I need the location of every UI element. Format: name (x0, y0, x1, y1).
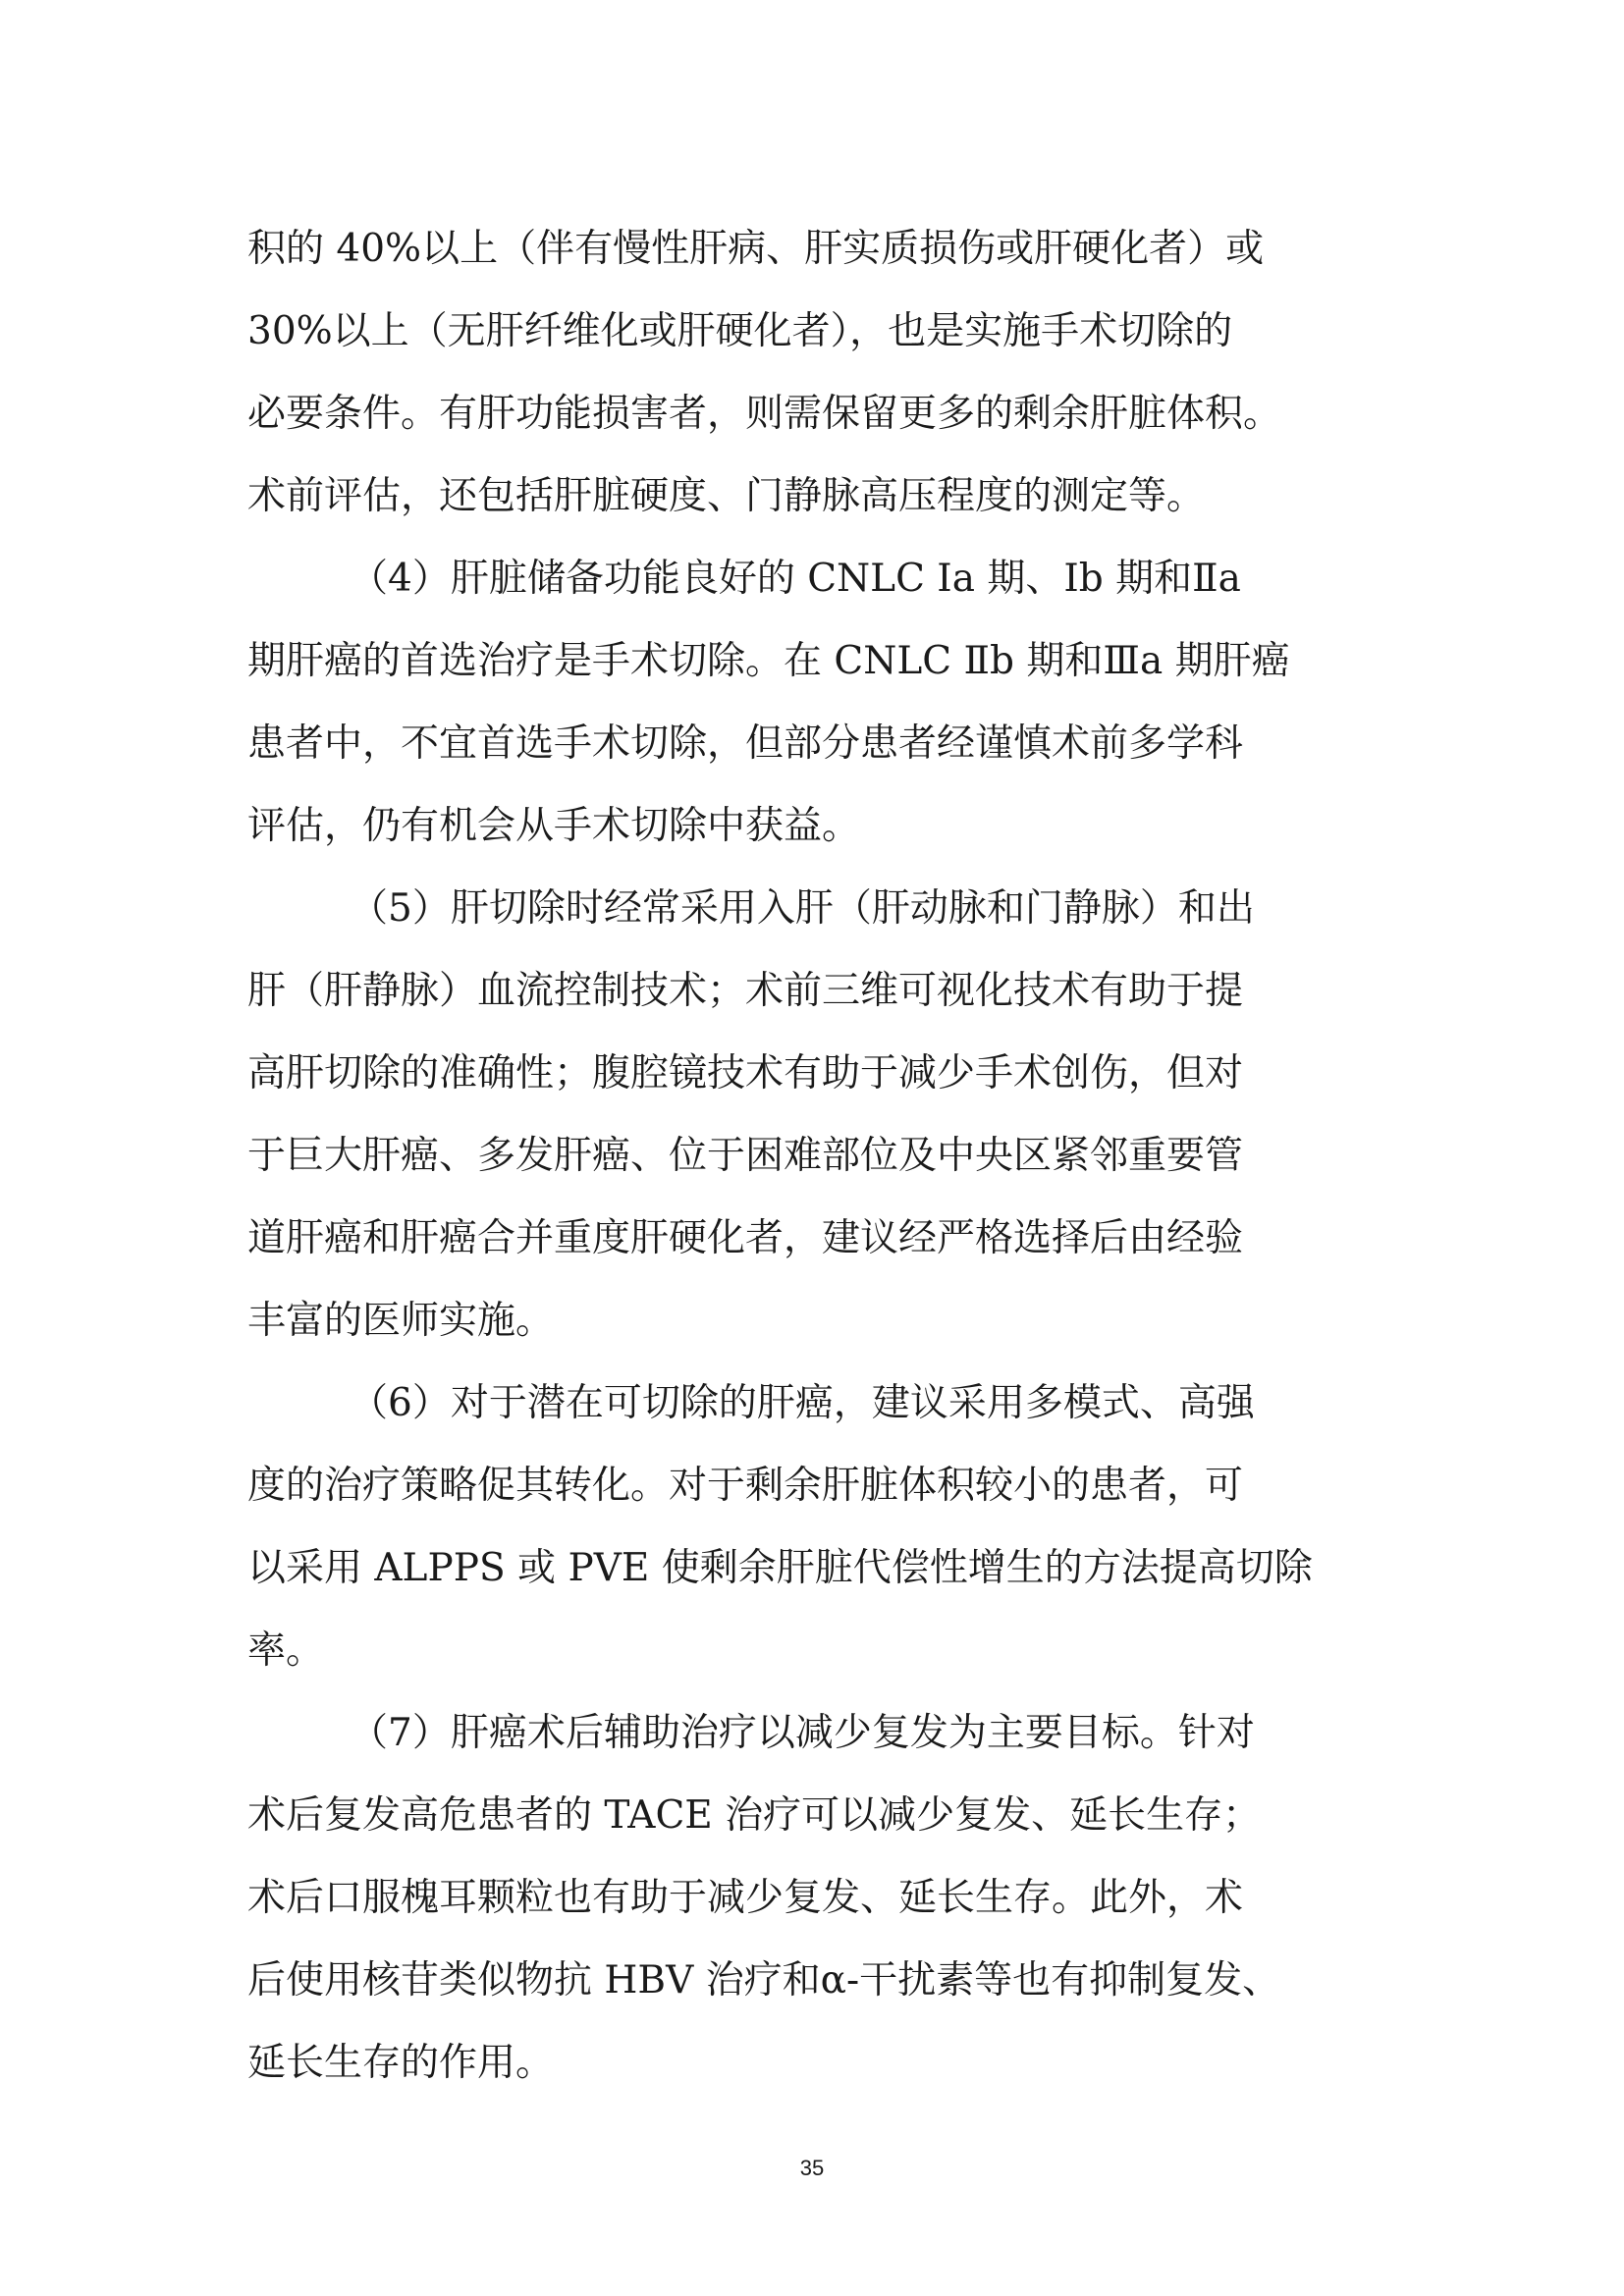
paragraph-line: 术前评估，还包括肝脏硬度、门静脉高压程度的测定等。 (247, 474, 1206, 518)
paragraph-line: 度的治疗策略促其转化。对于剩余肝脏体积较小的患者，可 (247, 1464, 1244, 1508)
paragraph-line: （6）对于潜在可切除的肝癌，建议采用多模式、高强 (350, 1381, 1255, 1425)
paragraph-line: 延长生存的作用。 (247, 2041, 555, 2085)
paragraph-line: 丰富的医师实施。 (247, 1299, 555, 1343)
paragraph-line: 30%以上（无肝纤维化或肝硬化者），也是实施手术切除的 (247, 309, 1233, 353)
paragraph-line: 必要条件。有肝功能损害者，则需保留更多的剩余肝脏体积。 (247, 392, 1282, 436)
paragraph-line: 术后复发高危患者的 TACE 治疗可以减少复发、延长生存； (247, 1793, 1262, 1838)
paragraph-line: 率。 (247, 1629, 325, 1673)
paragraph-line: 积的 40%以上（伴有慢性肝病、肝实质损伤或肝硬化者）或 (247, 227, 1265, 271)
paragraph-line: 高肝切除的准确性；腹腔镜技术有助于减少手术创伤，但对 (247, 1051, 1244, 1095)
paragraph-line: 肝（肝静脉）血流控制技术；术前三维可视化技术有助于提 (247, 969, 1244, 1013)
paragraph-line: 术后口服槐耳颗粒也有助于减少复发、延长生存。此外，术 (247, 1876, 1244, 1920)
paragraph-line: 道肝癌和肝癌合并重度肝硬化者，建议经严格选择后由经验 (247, 1216, 1244, 1260)
paragraph-line: （5）肝切除时经常采用入肝（肝动脉和门静脉）和出 (350, 886, 1255, 931)
paragraph-line: （7）肝癌术后辅助治疗以减少复发为主要目标。针对 (350, 1711, 1255, 1755)
paragraph-line: 后使用核苷类似物抗 HBV 治疗和α-干扰素等也有抑制复发、 (247, 1958, 1281, 2002)
paragraph-line: 评估，仍有机会从手术切除中获益。 (247, 804, 861, 848)
paragraph-line: 以采用 ALPPS 或 PVE 使剩余肝脏代偿性增生的方法提高切除 (247, 1546, 1313, 1590)
paragraph-line: 期肝癌的首选治疗是手术切除。在 CNLC Ⅱb 期和Ⅲa 期肝癌 (247, 639, 1290, 683)
paragraph-line: 患者中，不宜首选手术切除，但部分患者经谨慎术前多学科 (247, 721, 1244, 766)
paragraph-line: 于巨大肝癌、多发肝癌、位于困难部位及中央区紧邻重要管 (247, 1134, 1244, 1178)
paragraph-line: （4）肝脏储备功能良好的 CNLC Ⅰa 期、Ⅰb 期和Ⅱa (350, 557, 1241, 601)
page-number: 35 (799, 2156, 825, 2180)
